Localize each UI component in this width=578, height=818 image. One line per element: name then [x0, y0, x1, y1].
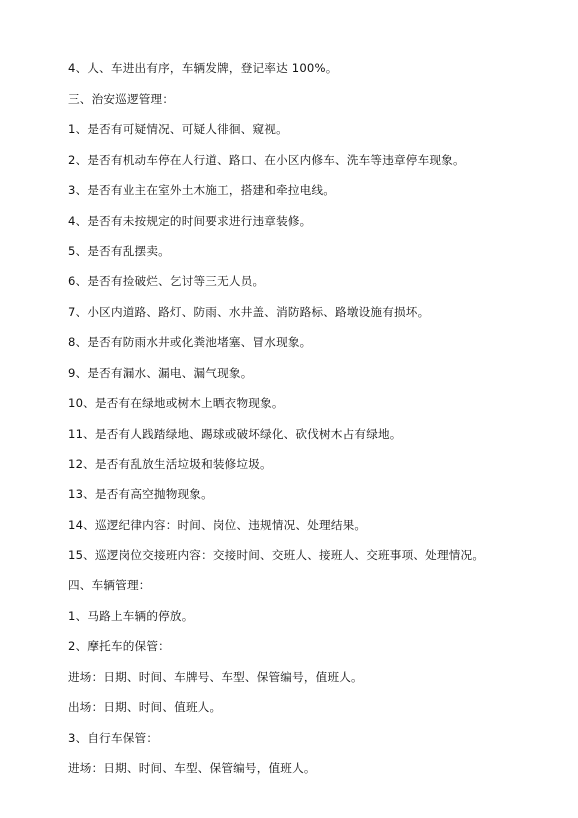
- text-line: 7、小区内道路、路灯、防雨、水井盖、消防路标、路墩设施有损坏。: [68, 305, 430, 319]
- text-line: 8、是否有防雨水井或化粪池堵塞、冒水现象。: [68, 335, 312, 349]
- text-line: 1、马路上车辆的停放。: [68, 609, 194, 623]
- text-line: 9、是否有漏水、漏电、漏气现象。: [68, 366, 253, 380]
- section-heading: 三、治安巡逻管理：: [68, 92, 175, 106]
- text-line: 15、巡逻岗位交接班内容：交接时间、交班人、接班人、交班事项、处理情况。: [68, 548, 485, 562]
- text-line: 1、是否有可疑情况、可疑人徘徊、窥视。: [68, 122, 288, 136]
- text-line: 13、是否有高空抛物现象。: [68, 487, 213, 501]
- text-line: 14、巡逻纪律内容：时间、岗位、违规情况、处理结果。: [68, 518, 367, 532]
- text-line: 6、是否有捡破烂、乞讨等三无人员。: [68, 274, 265, 288]
- section-heading: 四、车辆管理：: [68, 578, 151, 592]
- text-line: 4、人、车进出有序，车辆发牌，登记率达 100%。: [68, 61, 338, 75]
- text-line: 进场：日期、时间、车牌号、车型、保管编号，值班人。: [68, 670, 363, 684]
- text-line: 2、是否有机动车停在人行道、路口、在小区内修车、洗车等违章停车现象。: [68, 153, 465, 167]
- text-line: 12、是否有乱放生活垃圾和装修垃圾。: [68, 457, 272, 471]
- text-line: 3、是否有业主在室外土木施工，搭建和牵拉电线。: [68, 183, 336, 197]
- text-line: 进场：日期、时间、车型、保管编号，值班人。: [68, 761, 316, 775]
- text-line: 出场：日期、时间、值班人。: [68, 700, 222, 714]
- text-line: 4、是否有未按规定的时间要求进行违章装修。: [68, 214, 312, 228]
- text-line: 3、自行车保管：: [68, 731, 159, 745]
- text-line: 11、是否有人践踏绿地、踢球或破坏绿化、砍伐树木占有绿地。: [68, 427, 402, 441]
- text-line: 2、摩托车的保管：: [68, 639, 170, 653]
- text-line: 10、是否有在绿地或树木上晒衣物现象。: [68, 396, 284, 410]
- text-line: 5、是否有乱摆卖。: [68, 244, 170, 258]
